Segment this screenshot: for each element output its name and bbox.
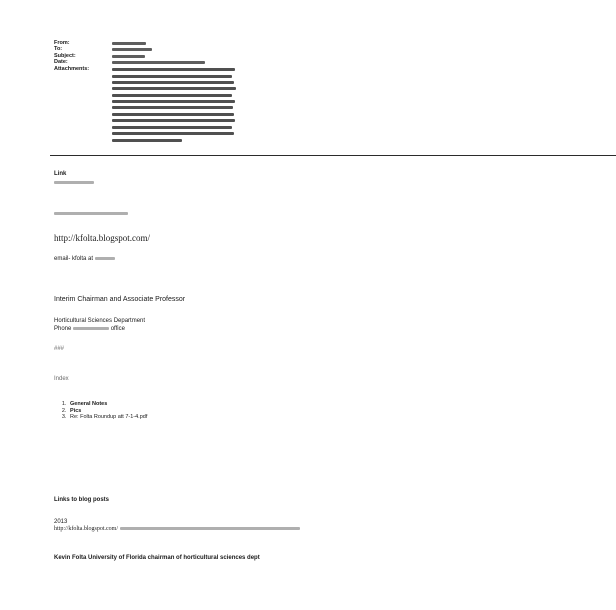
subject-value [112,55,145,58]
attachment-link[interactable] [112,87,236,90]
to-value [112,48,152,51]
attachment-link[interactable] [112,132,234,135]
subject-label: Subject: [54,52,76,59]
attachment-link[interactable] [112,113,234,116]
link-subtext [54,181,94,184]
attachment-link[interactable] [112,119,235,122]
job-title: Interim Chairman and Associate Professor [54,296,186,303]
date-value [112,61,205,64]
date-label: Date: [54,59,68,66]
to-label: To: [54,46,63,53]
link-heading: Link [54,171,67,177]
attachment-link[interactable] [112,139,182,142]
department-name: Horticultural Sciences Department [54,318,146,324]
attachment-link[interactable] [112,75,232,78]
attachment-link[interactable] [112,94,232,97]
header-separator [50,155,616,156]
email-line: email- kfolta at [54,256,115,262]
attachments-label: Attachments: [54,65,90,72]
blog-post-path [120,527,300,530]
separator-hashes: ### [54,346,65,352]
phone-number [73,327,109,330]
index-list [56,401,147,421]
attachment-link[interactable] [112,126,232,129]
email-header-labels [54,41,89,73]
index-item[interactable]: 1. General Notes [68,401,147,408]
blog-post-link[interactable]: http://kfolta.blogspot.com/ [54,526,300,532]
blog-url[interactable]: http://kfolta.blogspot.com/ [54,233,150,243]
email-domain [95,257,115,260]
attachment-link[interactable] [112,100,235,103]
blog-year: 2013 [54,519,68,525]
index-heading: Index [54,376,69,382]
attachment-link[interactable] [112,81,234,84]
from-label: From: [54,40,70,46]
phone-line: Phone office [54,326,125,332]
blog-links-heading: Links to blog posts [54,497,109,503]
from-value [112,42,146,45]
index-item[interactable]: 2. Pics [68,408,147,415]
attachment-link[interactable] [112,68,235,71]
index-item[interactable]: 3. Re: Folta Roundup att 7-1-4.pdf [68,414,147,421]
attachment-link[interactable] [112,106,233,109]
footer-caption: Kevin Folta University of Florida chairman of horticultural sciences dept [54,555,260,561]
email-address-line [54,212,128,215]
